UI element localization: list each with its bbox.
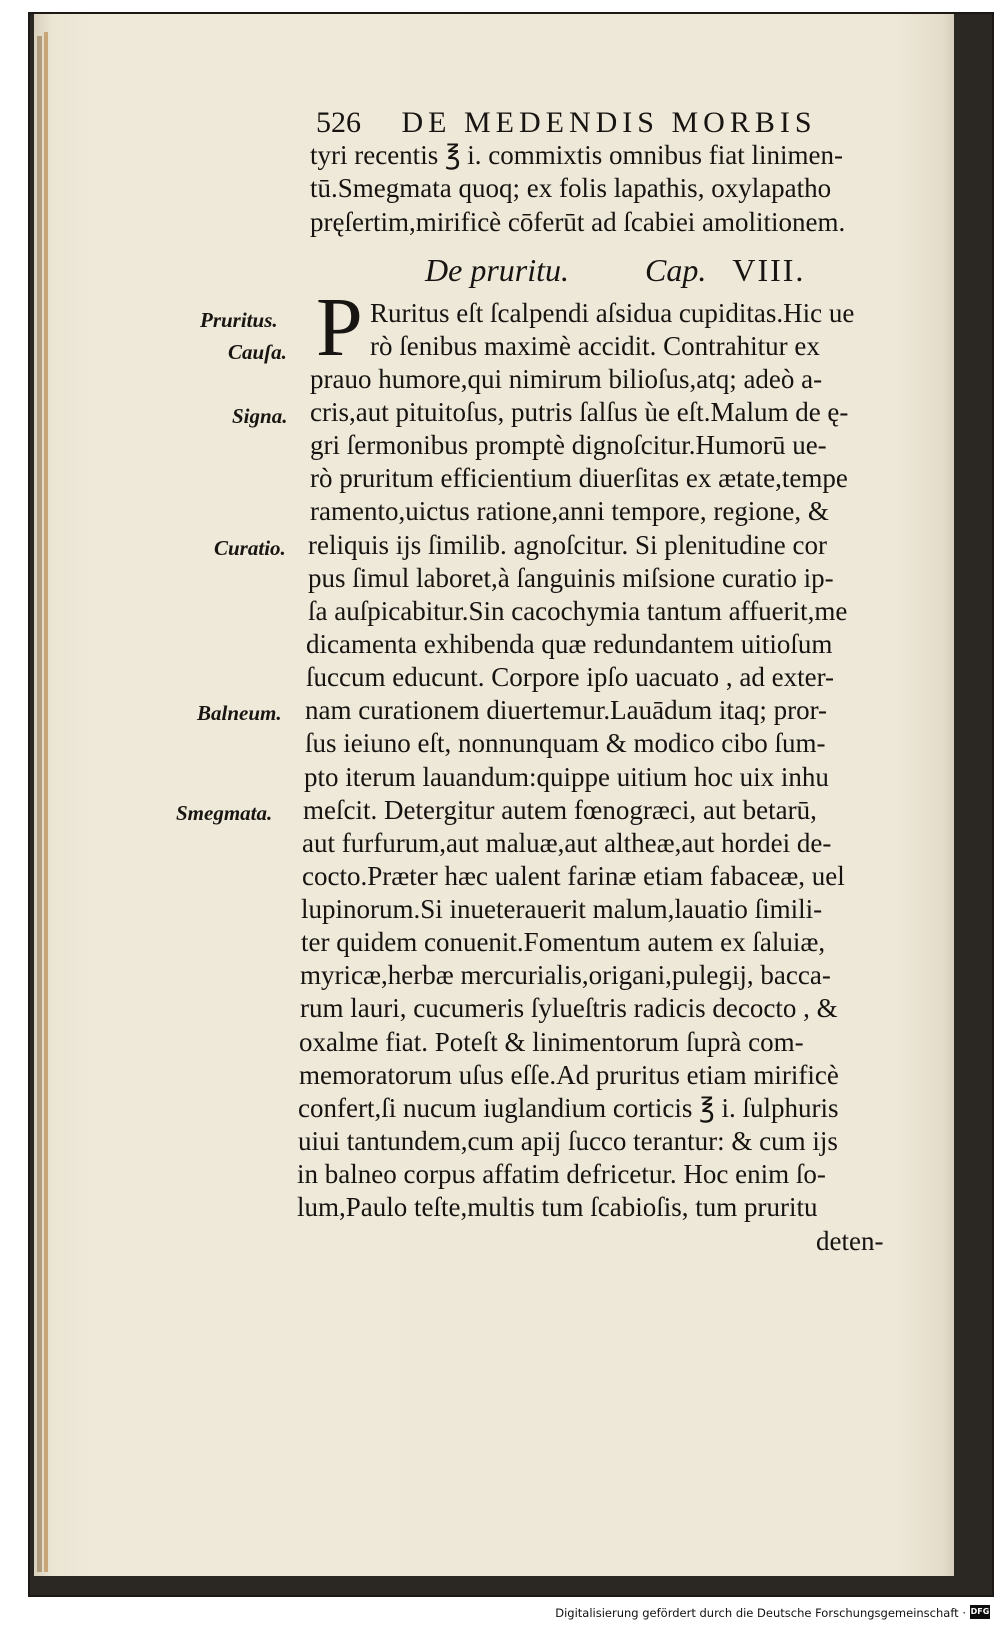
intro-line-2: tū.Smegmata quoq; ex folis lapathis, oxylapatho — [310, 173, 832, 203]
body-line-21: myricæ,herbæ mercurialis,origani,pulegij, bacca- — [300, 960, 831, 990]
body-line-27: in balneo corpus affatim defricetur. Hoc enim ſo- — [297, 1159, 826, 1189]
body-line-24: memoratorum uſus eſſe.Ad pruritus etiam mirificè — [299, 1060, 839, 1090]
body-line-12: ſuccum educunt. Corpore ipſo uacuato , ad exter- — [306, 662, 835, 692]
body-line-6: rò pruritum efficientium diuerſitas ex ætate,tempe — [310, 463, 848, 493]
body-line-19: lupinorum.Si inueterauerit malum,lauatio ſimili- — [301, 894, 823, 924]
body-line-3: prauo humore,qui nimirum bilioſus,atq; adeò a- — [310, 364, 823, 394]
margin-note-curatio: Curatio. — [214, 536, 286, 560]
body-line-9: pus ſimul laboret,à ſanguinis miſsione curatio ip- — [308, 563, 834, 593]
chapter-heading — [425, 252, 805, 289]
body-line-17: aut furfurum,aut maluæ,aut altheæ,aut hordei de- — [302, 828, 832, 858]
body-line-26: uiui tantundem,cum apij ſucco terantur: & cum ijs — [298, 1126, 838, 1156]
body-line-10: ſa auſpicabitur.Sin cacochymia tantum affuerit,me — [308, 596, 848, 626]
digitization-credit: Digitalisierung gefördert durch die Deutsche Forschungsgemeinschaft · — [555, 1606, 966, 1620]
page-edge-shadow — [37, 36, 42, 1572]
body-line-11: dicamenta exhibenda quæ redundantem uitioſum — [306, 629, 833, 659]
body-line-28: lum,Paulo teſte,multis tum ſcabioſis, tum pruritu — [297, 1192, 818, 1222]
body-line-18: cocto.Præter hæc ualent farinæ etiam fabaceæ, uel — [302, 861, 845, 891]
body-line-15: pto iterum lauandum:quippe uitium hoc uix inhu — [304, 762, 829, 792]
catchword: deten- — [816, 1226, 884, 1256]
body-line-13: nam curationem diuertemur.Lauādum itaq; pror- — [305, 695, 828, 725]
margin-note-pruritus: Pruritus. — [200, 308, 278, 332]
body-line-25: confert,ſi nucum iuglandium corticis ℥ i. ſulphuris — [298, 1093, 839, 1123]
body-line-23: oxalme fiat. Poteſt & linimentorum ſuprà com- — [299, 1027, 804, 1057]
body-line-22: rum lauri, cucumeris ſylueſtris radicis decocto , & — [300, 993, 838, 1023]
intro-line-1: tyri recentis ℥ i. commixtis omnibus fiat linimen- — [310, 140, 844, 170]
body-line-4: cris,aut pituitoſus, putris ſalſus ùe eſt.Malum de ę- — [310, 397, 849, 427]
margin-note-smegmata: Smegmata. — [176, 801, 273, 825]
body-line-1: Ruritus eſt ſcalpendi aſsidua cupiditas.Hic ue — [370, 298, 855, 328]
page-number: 526 — [316, 106, 361, 139]
margin-note-balneum: Balneum. — [197, 701, 282, 725]
body-line-14: ſus ieiuno eſt, nonnunquam & modico cibo ſum- — [305, 728, 826, 758]
body-line-16: meſcit. Detergitur autem fœnogræci, aut betarū, — [303, 795, 817, 825]
body-line-2: rò ſenibus maximè accidit. Contrahitur ex — [370, 331, 820, 361]
chapter-title: De pruritu. — [425, 252, 569, 288]
intro-line-3: pręſertim,mirificè cōferūt ad ſcabiei amolitionem. — [310, 207, 846, 237]
chapter-numeral: VIII. — [732, 252, 806, 288]
running-head — [316, 106, 817, 140]
running-head-title: DE MEDENDIS MORBIS — [401, 106, 817, 139]
dfg-logo: DFG — [970, 1605, 990, 1619]
drop-cap: P — [316, 281, 363, 374]
body-line-7: ramento,uictus ratione,anni tempore, regione, & — [310, 496, 829, 526]
body-line-5: gri ſermonibus promptè dignoſcitur.Humorū ue- — [310, 430, 827, 460]
chapter-label: Cap. — [645, 252, 707, 288]
margin-note-causa: Cauſa. — [228, 340, 287, 364]
margin-note-signa: Signa. — [232, 404, 288, 428]
page-edge-stain — [44, 32, 48, 1572]
body-line-8: reliquis ijs ſimilib. agnoſcitur. Si plenitudine cor — [308, 530, 827, 560]
body-line-20: ter quidem conuenit.Fomentum autem ex ſaluiæ, — [301, 927, 826, 957]
